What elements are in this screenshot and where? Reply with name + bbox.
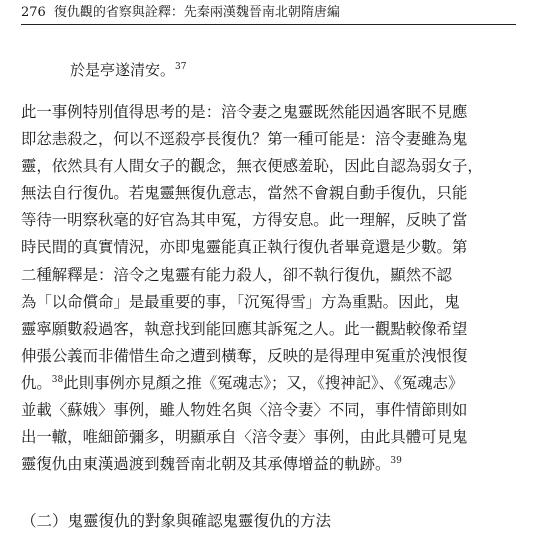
line-text: 為「以命償命」是最重要的事，「沉冤得雪」方為重點。因此，鬼	[21, 292, 460, 311]
line-text: 並載〈蘇娥〉事例，雖人物姓名與〈涪令妻〉不同，事件情節則如	[21, 401, 468, 420]
block-quote	[70, 60, 186, 80]
footnote-ref-37: 37	[175, 62, 187, 72]
paragraph-line-5	[21, 207, 521, 234]
line-text: 靈寧願數殺過客，執意找到能回應其訴冤之人。此一觀點較像希望	[21, 319, 468, 338]
line-text: 此一事例特別值得思考的是：涪令妻之鬼靈既然能因過客眠不見應	[21, 103, 468, 121]
line-text: 靈復仇由東漢過渡到魏晉南北朝及其承傳增益的軌跡。	[21, 455, 391, 474]
line-text: 即忿恚殺之，何以不逕殺亭長復仇？第一種可能是：涪令妻雖為鬼	[21, 130, 468, 149]
page-number: 276	[21, 5, 46, 20]
line-text: 二種解釋是：涪令之鬼靈有能力殺人，卻不執行復仇，顯然不認	[21, 265, 452, 284]
footnote-ref-38: 38	[51, 374, 64, 385]
paragraph-line-1	[21, 99, 521, 126]
running-title: 復仇觀的省察與詮釋：先秦兩漢魏晉南北朝隋唐編	[53, 5, 340, 20]
line-text: 伸張公義而非備惜生命之遭到橫奪，反映的是得理申冤重於洩恨復	[21, 346, 468, 365]
paragraph-line-13	[21, 424, 521, 451]
paragraph-line-3	[21, 153, 521, 180]
line-text: 出一轍，唯細節彌多，明顯承自〈涪令妻〉事例，由此具體可見鬼	[21, 428, 468, 447]
running-header	[21, 4, 516, 25]
line-text: 時民間的真實情況，亦即鬼靈能真正執行復仇者畢竟還是少數。第	[21, 238, 468, 257]
line-text: 無法自行復仇。若鬼靈無復仇意志，當然不會親自動手復仇，只能	[21, 184, 468, 203]
paragraph-line-10	[21, 343, 521, 370]
section-heading: （二）鬼靈復仇的對象與確認鬼靈復仇的方法	[21, 512, 332, 530]
line-text-continued: 此則事例亦見顏之推《冤魂志》；又，《搜神記》、《冤魂志》	[63, 373, 464, 392]
line-text: 等待一明察秋毫的好官為其申冤，方得安息。此一理解，反映了當	[21, 211, 468, 230]
paragraph-line-6	[21, 234, 521, 261]
line-text: 仇。	[21, 373, 52, 392]
body-paragraph	[21, 99, 521, 478]
line-text: 靈，依然具有人間女子的觀念，無衣便感羞恥，因此自認為弱女子，	[21, 157, 483, 176]
paragraph-line-7	[21, 262, 521, 289]
paragraph-line-12	[21, 397, 521, 424]
paragraph-line-14	[21, 451, 521, 478]
quote-text: 於是亭遂清安。	[70, 61, 176, 79]
paragraph-line-9	[21, 316, 521, 343]
paragraph-line-11	[21, 370, 521, 397]
paragraph-line-2	[21, 126, 521, 153]
footnote-ref-39: 39	[390, 456, 402, 467]
paragraph-line-8	[21, 289, 521, 316]
paragraph-line-4	[21, 180, 521, 207]
